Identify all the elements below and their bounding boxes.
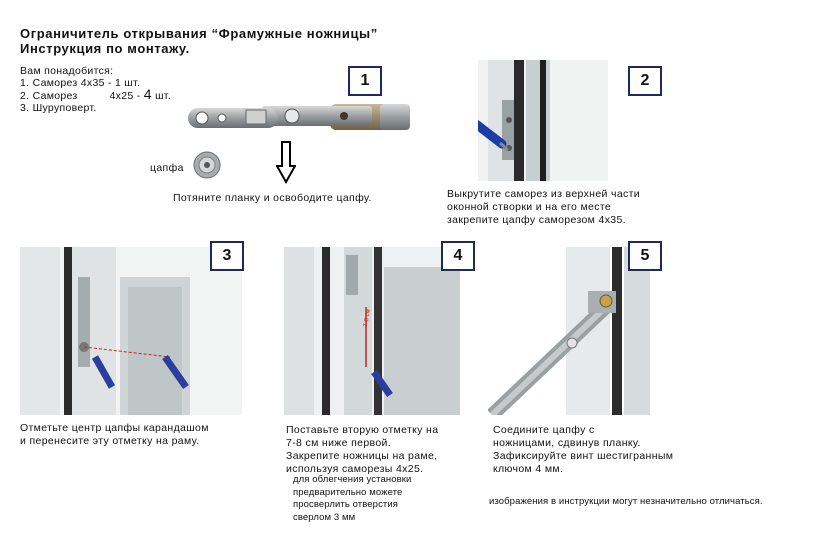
step-5-caption: Соедините цапфу с ножницами, сдвинув планку. Зафиксируйте винт шестигранным ключом 4 мм.	[493, 424, 674, 475]
step-5-photo	[488, 247, 650, 415]
slider-plate	[262, 106, 372, 126]
title-line-1: Ограничитель открывания “Фрамужные ножницы”	[20, 26, 378, 41]
step-2-photo	[478, 60, 608, 181]
pin-icon	[192, 150, 222, 180]
step-2-caption: Выкрутите саморез из верхней части оконной створки и на его месте закрепите цапфу саморезом 4х35.	[447, 188, 640, 226]
step-2-number: 2	[628, 66, 662, 96]
scissor-arm-illustration	[180, 96, 420, 141]
down-arrow-icon	[276, 140, 296, 184]
step-4-photo	[284, 247, 460, 415]
title-line-2: Инструкция по монтажу.	[20, 41, 190, 56]
document-title	[20, 26, 378, 56]
step-5-number: 5	[628, 241, 662, 271]
requirements-list	[20, 66, 171, 114]
step-4-tip: для облегчения установки предварительно можете просверлить отверстия сверлом 3 мм	[293, 474, 412, 523]
step-4-number: 4	[441, 241, 475, 271]
measure-label: 7-8 см	[362, 308, 373, 328]
requirement-item-3: 3. Шуруповерт.	[20, 101, 97, 114]
step-4-caption: Поставьте вторую отметку на 7-8 см ниже первой. Закрепите ножницы на раме, используя саморезы 4х25.	[286, 424, 439, 475]
disclaimer-note: изображения в инструкции могут незначительно отличаться.	[489, 496, 763, 507]
step-1-number: 1	[348, 66, 382, 96]
step-3-photo	[20, 247, 242, 415]
requirements-heading: Вам понадобится:	[20, 65, 114, 77]
requirement-item-1: 1. Саморез 4х35 - 1 шт.	[20, 76, 141, 89]
screw-count: 4	[143, 86, 152, 102]
step-1-caption: Потяните планку и освободите цапфу.	[173, 192, 372, 204]
requirement-item-2: 2. Саморез 4х25 - 4 шт.	[20, 86, 171, 102]
step-3-caption: Отметьте центр цапфы карандашом и перенесите эту отметку на раму.	[20, 422, 209, 447]
pin-label: цапфа	[150, 162, 184, 174]
step-3-number: 3	[210, 241, 244, 271]
